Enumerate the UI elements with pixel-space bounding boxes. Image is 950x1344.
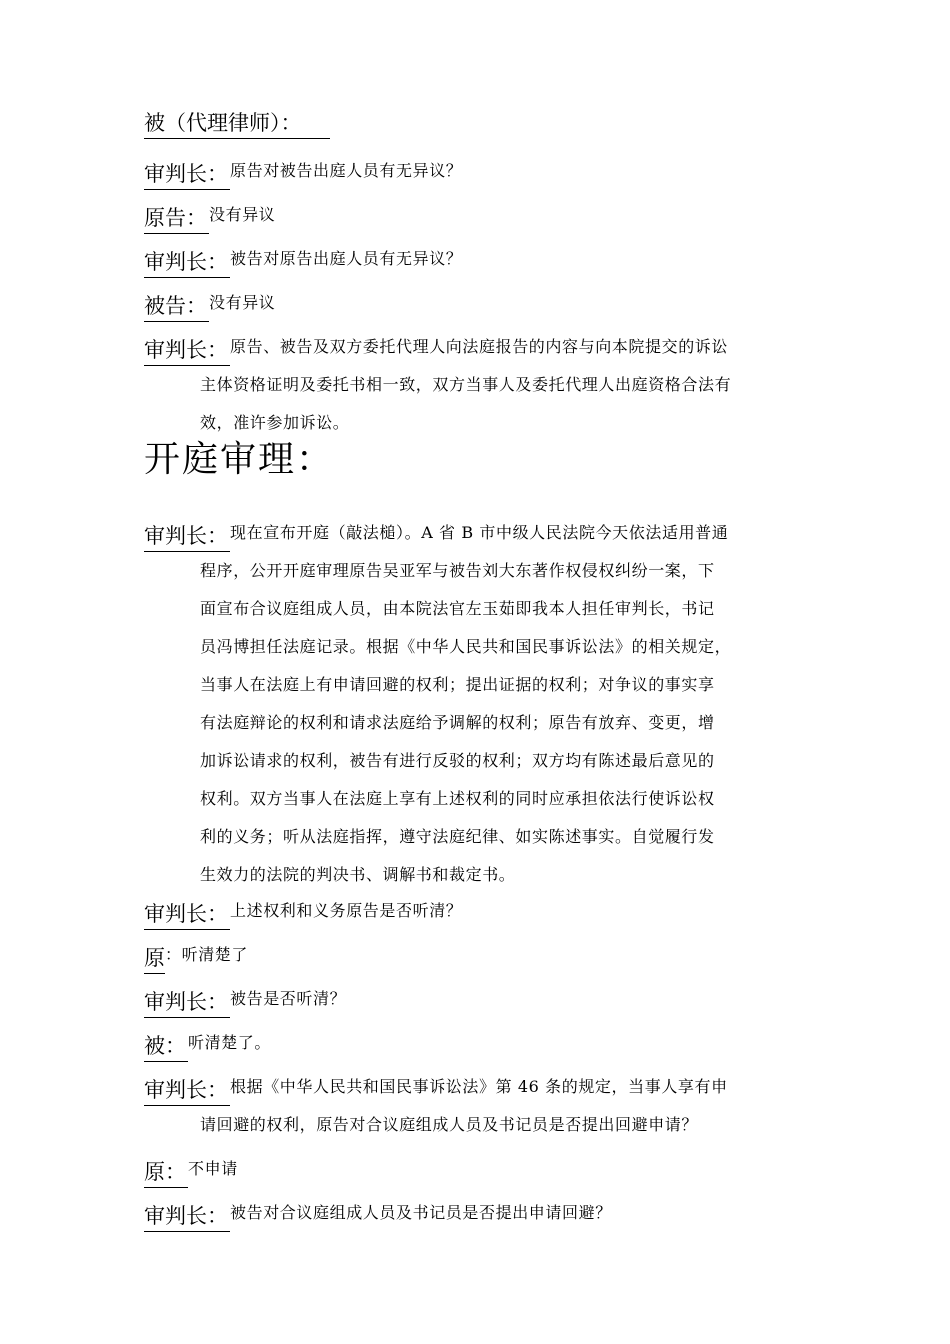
dialogue-entry [144,514,806,894]
dialogue-text: 现在宣布开庭（敲法槌）。A 省 B 市中级人民法院今天依法适用普通 [230,523,729,542]
speaker-label: 审判长： [144,335,230,366]
dialogue-text: 原告、被告及双方委托代理人向法庭报告的内容与向本院提交的诉讼 [230,337,729,356]
dialogue-entry [144,980,806,1018]
speaker-label: 原： [144,1157,188,1188]
speaker-label: 审判长： [144,521,230,552]
dialogue-text-line: 有法庭辩论的权利和请求法庭给予调解的权利；原告有放弃、变更，增 [200,713,715,732]
dialogue-text: 上述权利和义务原告是否听清？ [230,901,463,920]
section-heading: 开庭审理： [144,439,335,480]
dialogue-text: 听清楚了。 [188,1033,272,1052]
dialogue-entry [144,328,806,442]
dialogue-text: 不申请 [188,1159,238,1178]
speaker-label: 原 [144,943,165,974]
dialogue-text: 没有异议 [209,205,276,224]
dialogue-text: 被告是否听清？ [230,989,347,1008]
speaker-label: 原告： [144,203,209,234]
dialogue-text: 根据《中华人民共和国民事诉讼法》第 46 条的规定，当事人享有申 [230,1077,728,1096]
dialogue-entry [144,892,806,930]
dialogue-text: 被告对合议庭组成人员及书记员是否提出申请回避？ [230,1203,612,1222]
speaker-label: 审判长： [144,159,230,190]
dialogue-entry [144,1150,806,1188]
speaker-label: 审判长： [144,247,230,278]
dialogue-text-line: 加诉讼请求的权利，被告有进行反驳的权利；双方均有陈述最后意见的 [200,751,715,770]
speaker-label: 被： [144,1031,188,1062]
dialogue-entry [144,936,806,974]
dialogue-entry [144,152,806,190]
dialogue-entry [144,284,806,322]
dialogue-entry [144,240,806,278]
dialogue-text-line: 主体资格证明及委托书相一致，双方当事人及委托代理人出庭资格合法有 [200,375,732,394]
speaker-label: 被告： [144,291,209,322]
dialogue-text: 原告对被告出庭人员有无异议？ [230,161,463,180]
speaker-label: 审判长： [144,899,230,930]
dialogue-text-line: 生效力的法院的判决书、调解书和裁定书。 [200,865,516,884]
dialogue-text-line: 程序，公开开庭审理原告吴亚军与被告刘大东著作权侵权纠纷一案，下 [200,561,715,580]
dialogue-text-line: 当事人在法庭上有申请回避的权利；提出证据的权利；对争议的事实享 [200,675,715,694]
dialogue-text-line: 员冯博担任法庭记录。根据《中华人民共和国民事诉讼法》的相关规定， [200,637,732,656]
dialogue-text: 没有异议 [209,293,276,312]
dialogue-text-line: 面宣布合议庭组成人员，由本院法官左玉茹即我本人担任审判长，书记 [200,599,715,618]
dialogue-text-line: 利的义务；听从法庭指挥，遵守法庭纪律、如实陈述事实。自觉履行发 [200,827,715,846]
dialogue-entry [144,108,806,139]
dialogue-text-line: 权利。双方当事人在法庭上享有上述权利的同时应承担依法行使诉讼权 [200,789,715,808]
speaker-label: 审判长： [144,987,230,1018]
dialogue-text: 被告对原告出庭人员有无异议？ [230,249,463,268]
dialogue-entry [144,1194,806,1232]
dialogue-text-line: 请回避的权利，原告对合议庭组成人员及书记员是否提出回避申请？ [200,1115,699,1134]
dialogue-entry [144,1024,806,1062]
dialogue-entry [144,196,806,234]
speaker-label: 审判长： [144,1075,230,1106]
dialogue-entry [144,1068,806,1144]
dialogue-text-line: 效，准许参加诉讼。 [200,413,350,432]
speaker-label: 被（代理律师）： [144,108,330,139]
speaker-label: 审判长： [144,1201,230,1232]
dialogue-text: ：听清楚了 [165,945,249,964]
